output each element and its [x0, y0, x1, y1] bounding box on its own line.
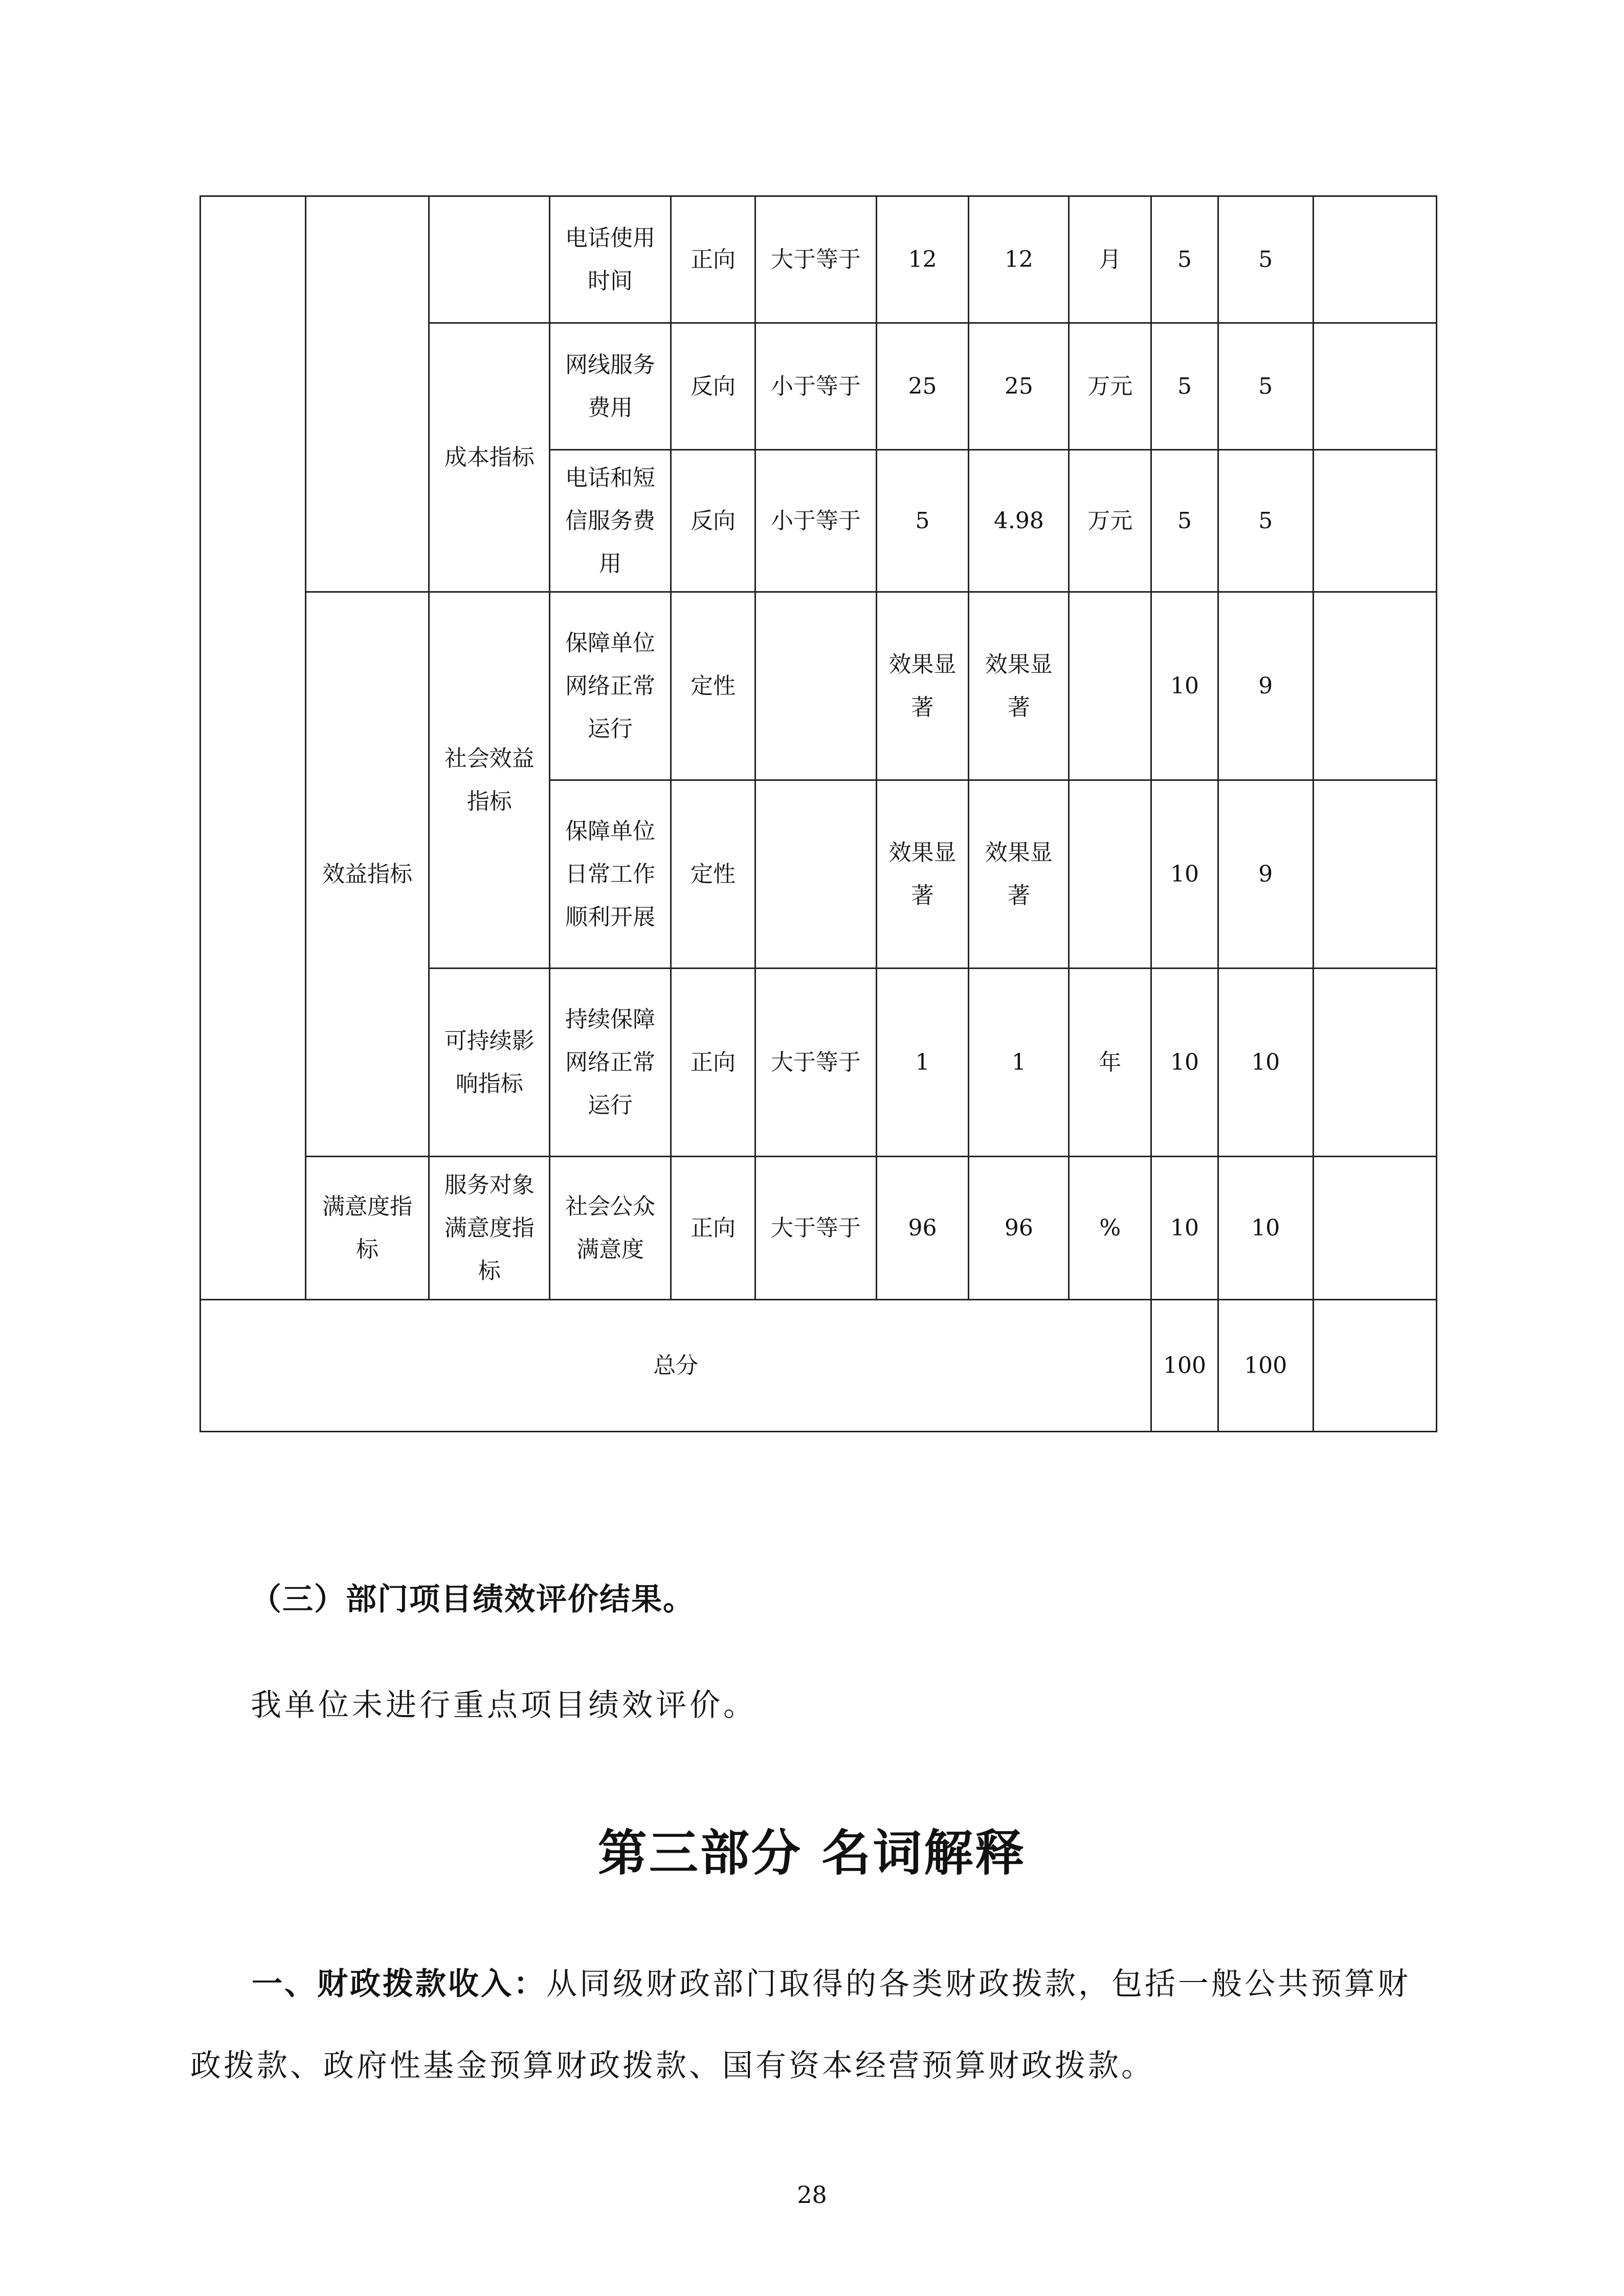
- total-score: 100: [1218, 1300, 1313, 1432]
- table-cell-operator: 小于等于: [755, 450, 876, 592]
- table-cell-level3: [429, 196, 550, 323]
- table-cell-indicator: 社会公众满意度: [550, 1157, 671, 1300]
- definition-paragraph: [190, 1943, 1438, 2107]
- table-cell-indicator: 电话使用时间: [550, 196, 671, 323]
- table-cell-direction: 正向: [671, 969, 755, 1157]
- table-cell-note: [1313, 323, 1436, 450]
- table-cell-direction: 正向: [671, 1157, 755, 1300]
- table-cell-note: [1313, 196, 1436, 323]
- table-cell-operator: [755, 780, 876, 969]
- table-cell-unit: 万元: [1069, 450, 1151, 592]
- table-cell-note: [1313, 969, 1436, 1157]
- table-cell-weight: 5: [1151, 323, 1218, 450]
- part-title: 第三部分 名词解释: [597, 1824, 1027, 1882]
- table-cell-target: 12: [876, 196, 969, 323]
- table-cell-score: 9: [1218, 780, 1313, 969]
- table-cell-level2: 效益指标: [306, 592, 429, 1157]
- table-cell-weight: 10: [1151, 1157, 1218, 1300]
- table-cell-score: 10: [1218, 969, 1313, 1157]
- total-label: 总分: [201, 1300, 1151, 1432]
- table-cell-operator: 大于等于: [755, 196, 876, 323]
- table-cell-unit: [1069, 592, 1151, 780]
- table-cell-level3: 可持续影响指标: [429, 969, 550, 1157]
- performance-table: [199, 195, 1437, 1432]
- table-cell-note: [1313, 592, 1436, 780]
- total-note: [1313, 1300, 1436, 1432]
- table-cell-weight: 5: [1151, 450, 1218, 592]
- table-cell-target: 96: [876, 1157, 969, 1300]
- table-cell-score: 5: [1218, 196, 1313, 323]
- table-cell-weight: 10: [1151, 780, 1218, 969]
- table-cell-operator: 大于等于: [755, 969, 876, 1157]
- table-cell-level2: 满意度指标: [306, 1157, 429, 1300]
- table-cell-unit: %: [1069, 1157, 1151, 1300]
- table-cell-level3: 社会效益指标: [429, 592, 550, 969]
- table-cell-indicator: 网线服务费用: [550, 323, 671, 450]
- table-cell-actual: 25: [969, 323, 1069, 450]
- table-cell-direction: 反向: [671, 323, 755, 450]
- table-cell-level3: 服务对象满意度指标: [429, 1157, 550, 1300]
- table-cell-actual: 4.98: [969, 450, 1069, 592]
- table-cell-target: 效果显著: [876, 780, 969, 969]
- table-cell-indicator: 保障单位网络正常运行: [550, 592, 671, 780]
- table-cell-indicator: 电话和短信服务费用: [550, 450, 671, 592]
- table-cell-operator: 小于等于: [755, 323, 876, 450]
- definition-text: 从同级财政部门取得的各类财政拨款，包括一般公共预算财政拨款、政府性基金预算财政拨款、国有资本经营预算财政拨款。: [190, 1966, 1411, 2084]
- table-cell-direction: 定性: [671, 592, 755, 780]
- page-number: 28: [797, 2181, 827, 2209]
- table-cell-score: 9: [1218, 592, 1313, 780]
- table-cell-actual: 效果显著: [969, 780, 1069, 969]
- section-heading: （三）部门项目绩效评价结果。: [251, 1582, 695, 1617]
- table-cell-operator: [755, 592, 876, 780]
- table-cell-target: 效果显著: [876, 592, 969, 780]
- table-cell-weight: 5: [1151, 196, 1218, 323]
- table-cell-unit: 年: [1069, 969, 1151, 1157]
- table-cell-score: 10: [1218, 1157, 1313, 1300]
- section-paragraph: 我单位未进行重点项目绩效评价。: [251, 1687, 757, 1723]
- table-cell-target: 1: [876, 969, 969, 1157]
- table-row: [201, 1157, 1437, 1300]
- table-cell-empty: [306, 196, 429, 592]
- table-cell-unit: 万元: [1069, 323, 1151, 450]
- table-cell-note: [1313, 450, 1436, 592]
- table-cell-weight: 10: [1151, 969, 1218, 1157]
- table-cell-indicator: 持续保障网络正常运行: [550, 969, 671, 1157]
- table-cell-actual: 效果显著: [969, 592, 1069, 780]
- table-cell-level3: 成本指标: [429, 323, 550, 592]
- table-cell-actual: 1: [969, 969, 1069, 1157]
- table-row: [201, 592, 1437, 780]
- table-cell-operator: 大于等于: [755, 1157, 876, 1300]
- table-cell-score: 5: [1218, 323, 1313, 450]
- table-cell-note: [1313, 1157, 1436, 1300]
- table-cell-score: 5: [1218, 450, 1313, 592]
- table-cell-unit: 月: [1069, 196, 1151, 323]
- table-cell-weight: 10: [1151, 592, 1218, 780]
- definition-term: 一、财政拨款收入：: [252, 1966, 546, 2002]
- table-cell-empty: [201, 196, 306, 1300]
- table-cell-indicator: 保障单位日常工作顺利开展: [550, 780, 671, 969]
- table-total-row: [201, 1300, 1437, 1432]
- table-cell-direction: 定性: [671, 780, 755, 969]
- table-cell-unit: [1069, 780, 1151, 969]
- table-row: [201, 196, 1437, 323]
- table-cell-note: [1313, 780, 1436, 969]
- table-cell-target: 25: [876, 323, 969, 450]
- table-cell-direction: 正向: [671, 196, 755, 323]
- table-cell-actual: 12: [969, 196, 1069, 323]
- table-cell-target: 5: [876, 450, 969, 592]
- total-weight: 100: [1151, 1300, 1218, 1432]
- table-cell-actual: 96: [969, 1157, 1069, 1300]
- table-cell-direction: 反向: [671, 450, 755, 592]
